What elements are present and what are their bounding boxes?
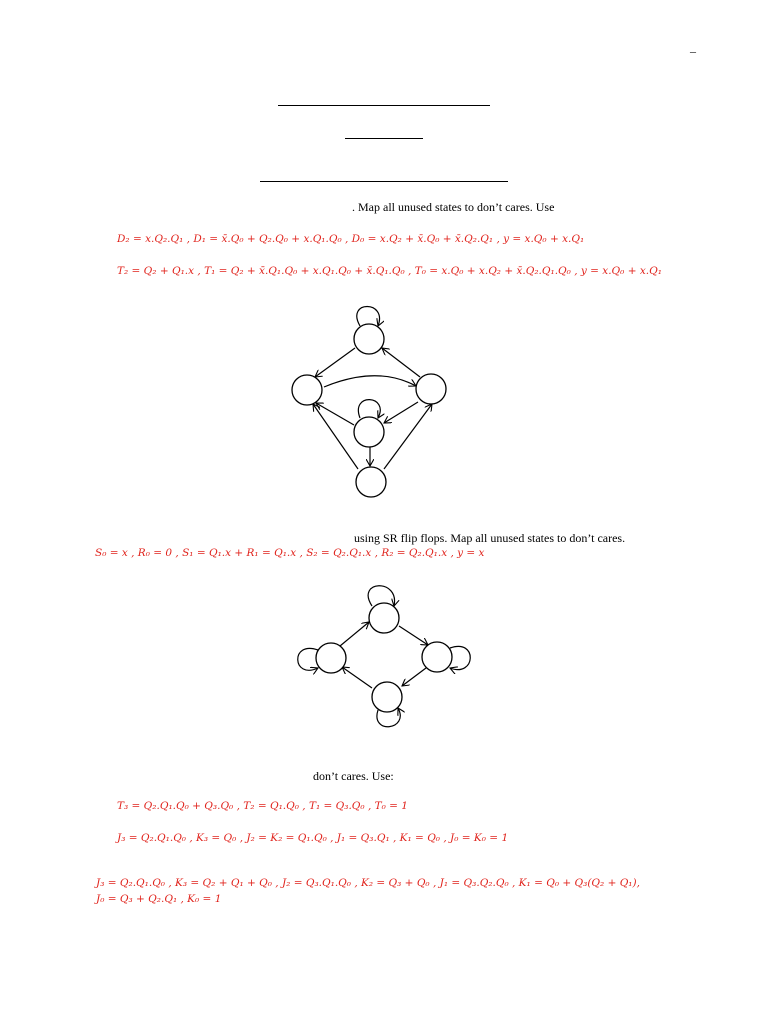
- problem3-answer-jk2-line2: J₀ = Q₃ + Q₂.Q₁ , K₀ = 1: [96, 893, 222, 905]
- problem2-instruction: using SR flip flops. Map all unused states to don’t cares.: [354, 531, 626, 545]
- problem3-answer-jk: J₃ = Q₂.Q₁.Q₀ , K₃ = Q₀ , J₂ = K₂ = Q₁.Q₀ , J₁ = Q₃.Q₁ , K₁ = Q₀ , J₀ = K₀ = 1: [117, 832, 509, 844]
- problem3-answer-jk2-line1: J₃ = Q₂.Q₁.Q₀ , K₃ = Q₂ + Q₁ + Q₀ , J₂ = Q₃.Q₁.Q₀ , K₂ = Q₃ + Q₀ , J₁ = Q₃.Q₂.Q₀ , K₁ = Q₀ + Q₃(Q₂ + Q₁),: [96, 877, 640, 889]
- problem3-answer-t: T₃ = Q₂.Q₁.Q₀ + Q₃.Q₀ , T₂ = Q₁.Q₀ , T₁ = Q₃.Q₀ , T₀ = 1: [117, 800, 408, 812]
- corner-mark: –: [690, 44, 696, 58]
- state-node: [316, 643, 346, 673]
- problem3-instruction: don’t cares. Use:: [313, 769, 394, 783]
- state-node: [369, 603, 399, 633]
- state-node: [422, 642, 452, 672]
- state-node: [372, 682, 402, 712]
- problem1-answer-d: D₂ = x.Q₂.Q₁ , D₁ = x̄.Q₀ + Q₂.Q₀ + x.Q₁.Q₀ , D₀ = x.Q₂ + x̄.Q₀ + x̄.Q₂.Q₁ , y = x.Q₀ + x.Q₁: [117, 233, 585, 245]
- problem2-answer-sr: S₀ = x , R₀ = 0 , S₁ = Q₁.x + R₁ = Q₁.x , S₂ = Q₂.Q₁.x , R₂ = Q₂.Q₁.x , y = x: [95, 547, 485, 559]
- problem1-instruction: . Map all unused states to don’t cares. Use: [352, 200, 555, 214]
- problem1-answer-t: T₂ = Q₂ + Q₁.x , T₁ = Q₂ + x̄.Q₁.Q₀ + x.Q₁.Q₀ + x̄.Q₁.Q₀ , T₀ = x.Q₀ + x.Q₂ + x̄.Q₂.Q₁.Q₀ , y = x.Q₀ + x.Q₁: [117, 265, 662, 277]
